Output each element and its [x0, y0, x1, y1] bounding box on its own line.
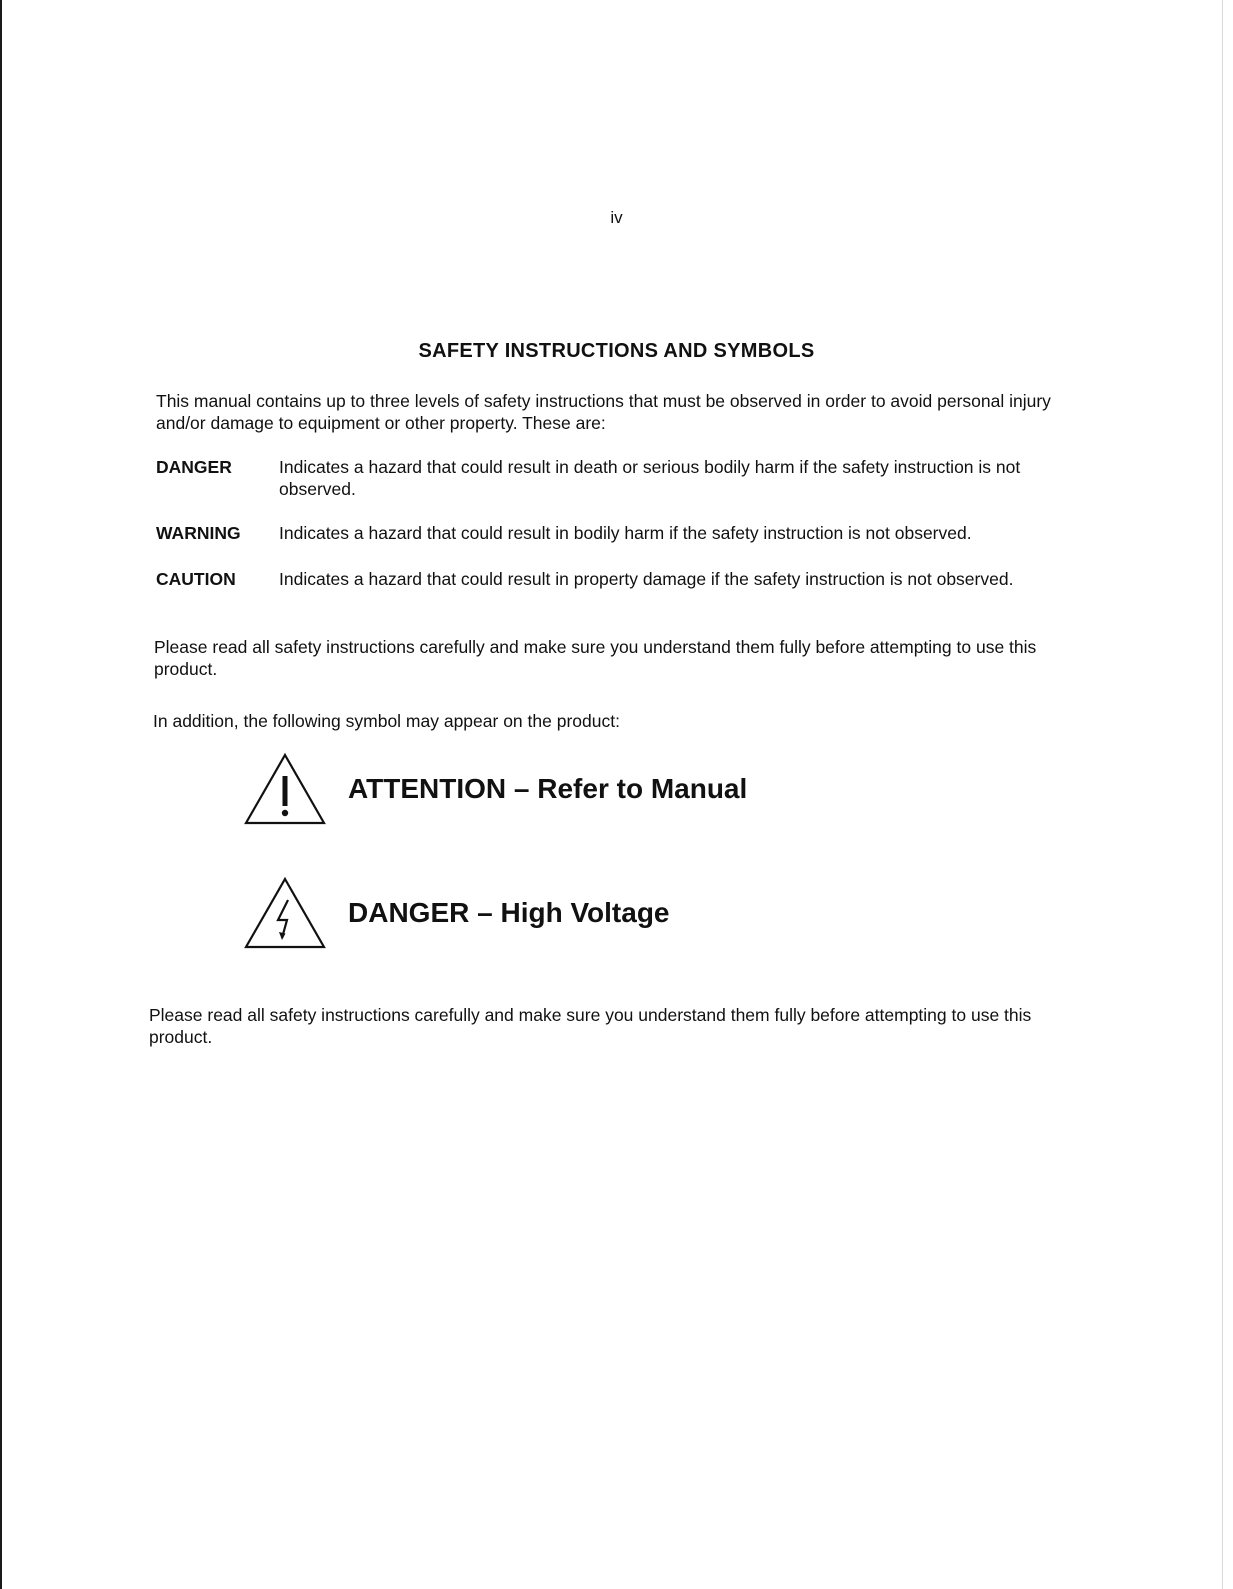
exclamation-triangle-icon — [244, 752, 326, 826]
symbol-intro-paragraph: In addition, the following symbol may appear on the product: — [153, 711, 620, 731]
attention-symbol-row — [244, 752, 747, 826]
definition-term: WARNING — [156, 523, 241, 543]
warning-definition — [156, 522, 1056, 544]
scan-edge-left — [0, 0, 2, 1589]
intro-paragraph: This manual contains up to three levels of safety instructions that must be observed in order to avoid personal injury and/or damage to equipment or other property. These are: — [156, 391, 1051, 433]
read-notice-paragraph-repeat: Please read all safety instructions carefully and make sure you understand them fully before attempting to use this product. — [149, 1005, 1032, 1047]
attention-symbol-label: ATTENTION – Refer to Manual — [348, 773, 748, 804]
definition-term: DANGER — [156, 457, 232, 477]
definition-term: CAUTION — [156, 569, 236, 589]
page-title: SAFETY INSTRUCTIONS AND SYMBOLS — [418, 340, 815, 362]
danger-definition — [156, 456, 1056, 500]
definition-description: Indicates a hazard that could result in death or serious bodily harm if the safety instruction is not observed. — [279, 457, 1021, 499]
read-notice-paragraph: Please read all safety instructions carefully and make sure you understand them fully before attempting to use this product. — [154, 637, 1037, 679]
definition-description: Indicates a hazard that could result in property damage if the safety instruction is not observed. — [279, 569, 1014, 589]
high-voltage-triangle-icon — [244, 876, 326, 950]
definition-description: Indicates a hazard that could result in bodily harm if the safety instruction is not observed. — [279, 523, 972, 543]
scan-edge-right — [1222, 0, 1223, 1589]
caution-definition — [156, 568, 1056, 590]
high-voltage-symbol-label: DANGER – High Voltage — [348, 897, 670, 928]
page-number: iv — [610, 208, 623, 227]
high-voltage-symbol-row — [244, 876, 670, 950]
